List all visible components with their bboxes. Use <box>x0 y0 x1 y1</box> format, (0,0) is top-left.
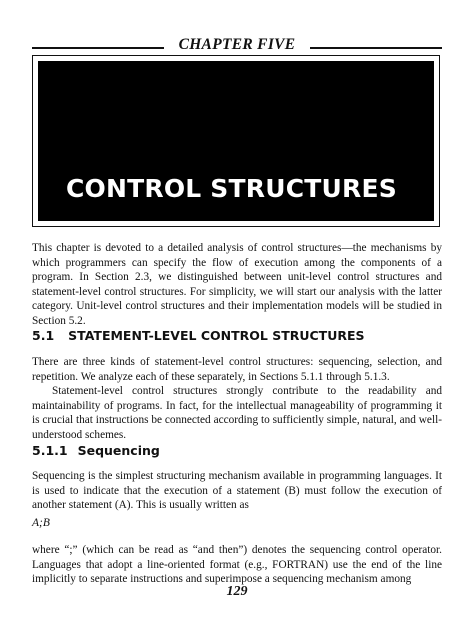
section-title: STATEMENT-LEVEL CONTROL STRUCTURES <box>68 328 365 343</box>
subsection-paragraph-1: Sequencing is the simplest structuring mechanism available in programming languages. It is used to indicate that the execution of a statement (B) must follow the execution of another statement (A). This is usually written as <box>32 470 442 511</box>
section-number: 5.1 <box>32 328 55 343</box>
section-body <box>32 355 442 442</box>
subsection-title: Sequencing <box>77 443 160 458</box>
header-rule-right <box>310 47 442 49</box>
subsection-body-2 <box>32 543 442 587</box>
chapter-banner <box>38 61 434 221</box>
chapter-title: CONTROL STRUCTURES <box>66 174 397 203</box>
chapter-header <box>32 36 442 56</box>
intro-paragraph-block <box>32 241 442 328</box>
chapter-banner-frame <box>32 55 440 227</box>
page-number: 129 <box>226 584 248 599</box>
section-paragraph-1: There are three kinds of statement-level control structures: sequencing, selection, and repetition. We analyze each of these separately, in Sections 5.1.1 through 5.1.3. <box>32 356 442 383</box>
subsection-number: 5.1.1 <box>32 443 68 458</box>
subsection-paragraph-2: where “;” (which can be read as “and then”) denotes the sequencing control operator. Languages that adopt a line-oriented format (e.g., FORTRAN) use the end of the line implicitly to separate instructions and superimpose a sequencing mechanism among <box>32 544 442 585</box>
subsection-body-1 <box>32 469 442 513</box>
chapter-label: CHAPTER FIVE <box>178 36 296 53</box>
sequencing-formula: A;B <box>32 517 50 529</box>
section-paragraph-2: Statement-level control structures strongly contribute to the readability and maintainability of programs. In fact, for the intellectual manageability of programming it is crucial that instructions be connected according to sufficiently simple, natural, and well-understood schemes. <box>32 385 442 441</box>
subsection-heading <box>32 443 160 458</box>
intro-paragraph: This chapter is devoted to a detailed analysis of control structures—the mechanisms by which programmers can specify the flow of execution among the components of a program. In Section 2.3, we distinguished between unit-level control structures and statement-level control structures. For simplicity, we will start our analysis with the latter category. Unit-level control structures and their implementation models will be studied in Section 5.2. <box>32 242 442 327</box>
section-heading <box>32 328 365 343</box>
